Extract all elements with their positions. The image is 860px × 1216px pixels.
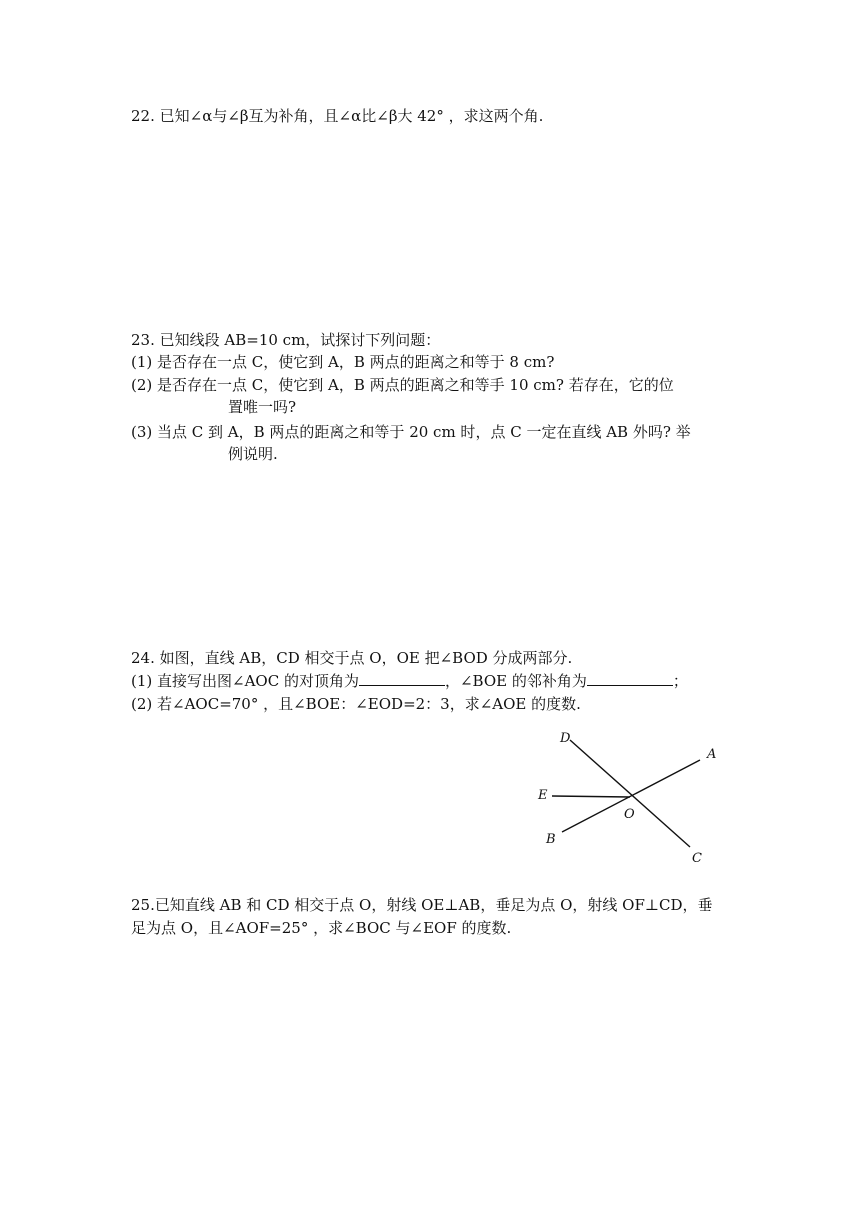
label-o: O (624, 807, 635, 822)
question-24-part-2: (2) 若∠AOC=70° ，且∠BOE：∠EOD=2：3，求∠AOE 的度数. (131, 695, 581, 713)
question-24-stem: 24. 如图，直线 AB，CD 相交于点 O，OE 把∠BOD 分成两部分. (131, 649, 573, 667)
question-23-part-3: (3) 当点 C 到 A，B 两点的距离之和等于 20 cm 时，点 C 一定在直线 AB 外吗? 举 (131, 423, 691, 441)
question-23-part-3-cont: 例说明. (228, 445, 278, 463)
line-cd (570, 740, 690, 847)
label-e: E (538, 788, 548, 803)
question-23-part-2: (2) 是否存在一点 C，使它到 A，B 两点的距离之和等手 10 cm? 若存在，它的位 (131, 376, 674, 394)
question-22: 22. 已知∠α与∠β互为补角，且∠α比∠β大 42° ，求这两个角. (131, 107, 544, 125)
answer-blank-1[interactable] (359, 671, 445, 686)
question-23-stem: 23. 已知线段 AB=10 cm，试探讨下列问题： (131, 331, 441, 349)
question-24-part-1 (131, 671, 688, 691)
question-23-part-2-cont: 置唯一吗? (228, 398, 297, 416)
question-23-part-1: (1) 是否存在一点 C，使它到 A，B 两点的距离之和等于 8 cm? (131, 353, 555, 371)
label-d: D (560, 731, 571, 746)
answer-blank-2[interactable] (587, 671, 673, 686)
figure-svg (530, 725, 740, 870)
question-24-part-1-text-c: ； (672, 672, 688, 690)
label-b: B (546, 832, 556, 847)
label-c: C (692, 851, 702, 866)
question-24-part-1-text-b: ，∠BOE 的邻补角为 (444, 672, 587, 690)
question-25-line-1: 25.已知直线 AB 和 CD 相交于点 O，射线 OE⊥AB，垂足为点 O，射线 OF⊥CD，垂 (131, 896, 713, 914)
question-24-part-1-text-a: (1) 直接写出图∠AOC 的对顶角为 (131, 672, 359, 690)
question-25-line-2: 足为点 O，且∠AOF=25° ，求∠BOC 与∠EOF 的度数. (131, 919, 512, 937)
intersecting-lines-figure (530, 725, 740, 870)
ray-oe (552, 796, 630, 797)
label-a: A (707, 747, 717, 762)
